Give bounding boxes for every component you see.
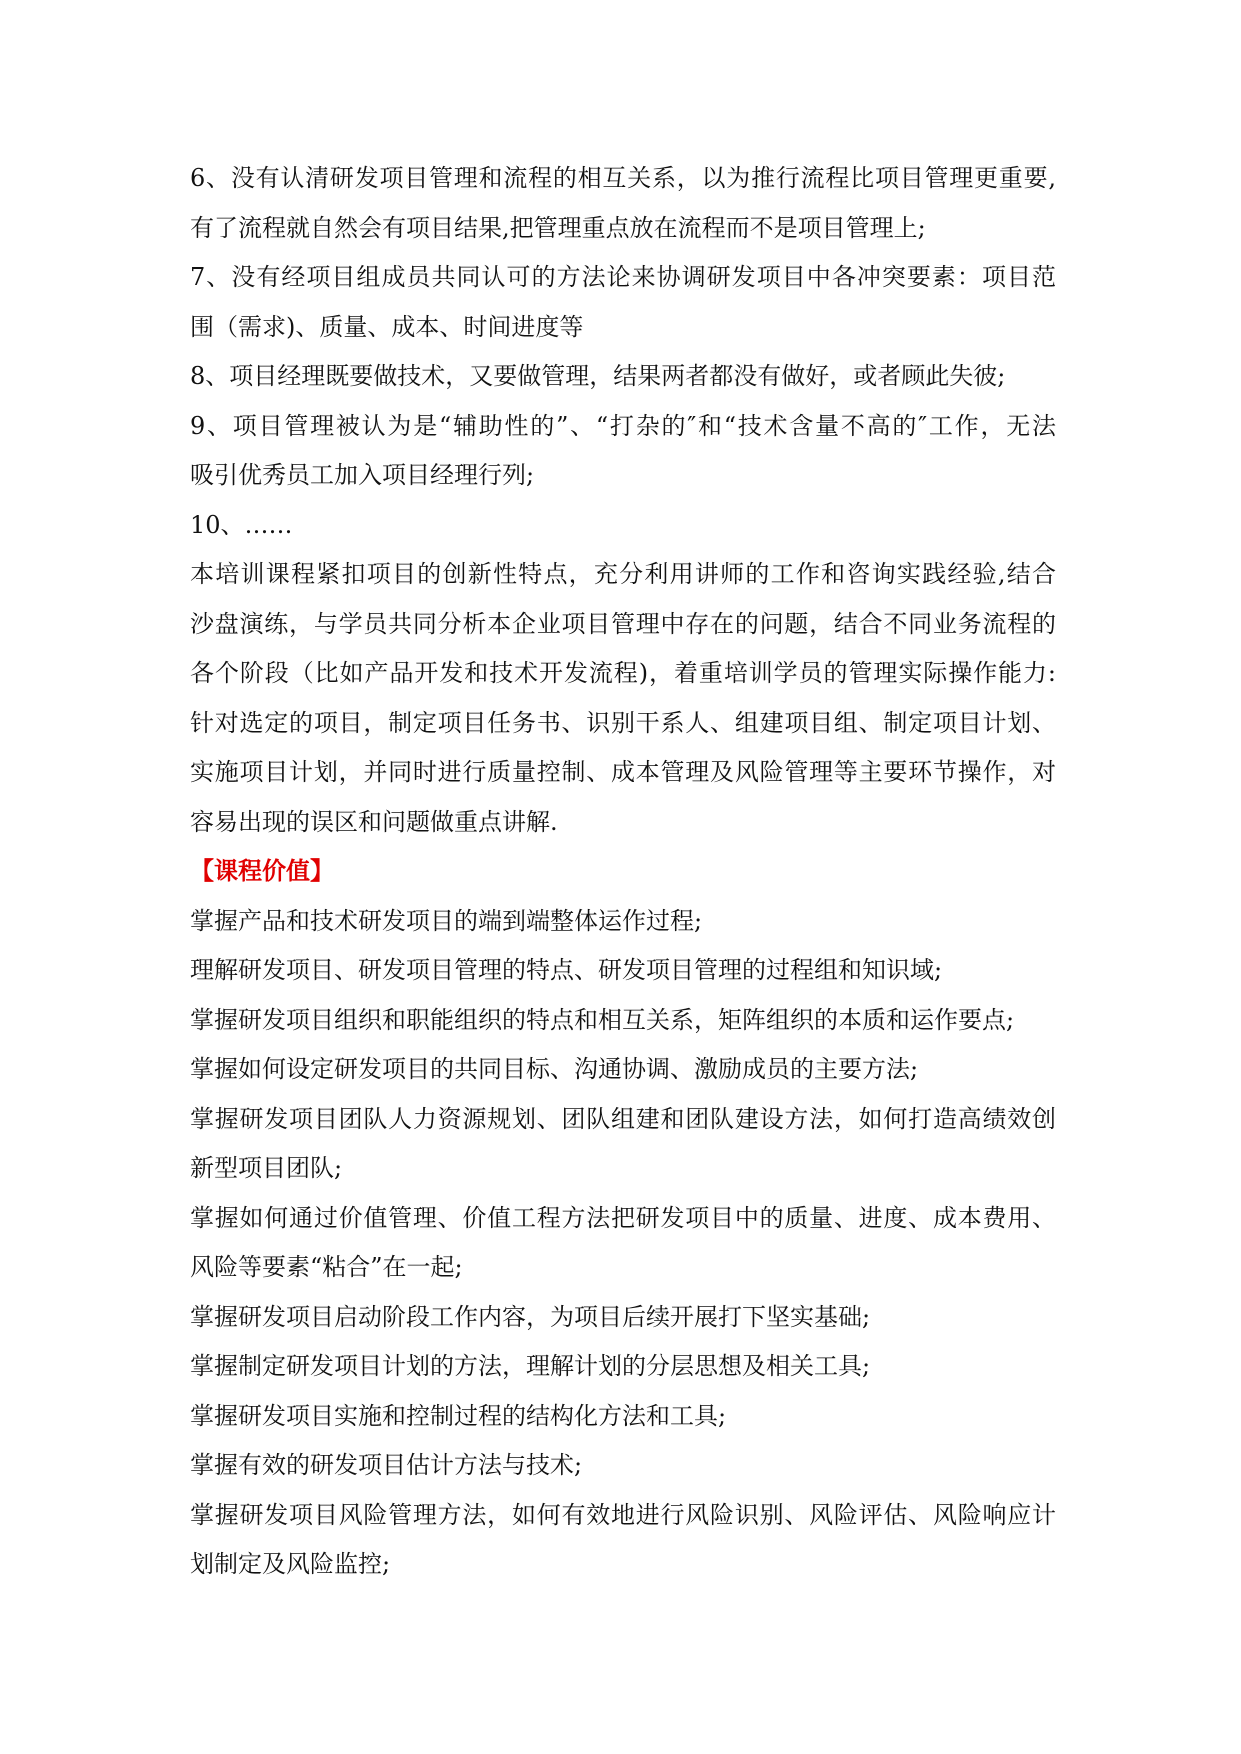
paragraph-line: 掌握有效的研发项目估计方法与技术; [190, 1451, 583, 1479]
paragraph-line: 8、项目经理既要做技术，又要做管理，结果两者都没有做好，或者顾此失彼; [190, 362, 1006, 390]
paragraph-line: 针对选定的项目，制定项目任务书、识别干系人、组建项目组、制定项目计划、 [190, 708, 1056, 737]
paragraph-line: 容易出现的误区和问题做重点讲解. [190, 807, 558, 836]
value-item [190, 1441, 1056, 1491]
value-item [190, 996, 1056, 1046]
paragraph-line: 掌握研发项目团队人力资源规划、团队组建和团队建设方法，如何打造高绩效创 [190, 1104, 1056, 1133]
problem-item [190, 154, 1056, 253]
paragraph-line: 理解研发项目、研发项目管理的特点、研发项目管理的过程组和知识域; [190, 956, 943, 984]
paragraph-line: 有了流程就自然会有项目结果,把管理重点放在流程而不是项目管理上; [190, 213, 926, 242]
paragraph-line: 实施项目计划，并同时进行质量控制、成本管理及风险管理等主要环节操作，对 [190, 758, 1056, 786]
problem-item [190, 402, 1056, 501]
paragraph-line: 沙盘演练，与学员共同分析本企业项目管理中存在的问题，结合不同业务流程的 [190, 609, 1056, 638]
problem-item [190, 352, 1056, 402]
problem-item [190, 253, 1056, 352]
value-item [190, 1491, 1056, 1590]
paragraph-line: 掌握如何通过价值管理、价值工程方法把研发项目中的质量、进度、成本费用、 [190, 1203, 1056, 1232]
value-item [190, 1194, 1056, 1293]
paragraph-line: 本培训课程紧扣项目的创新性特点，充分利用讲师的工作和咨询实践经验,结合 [190, 560, 1056, 588]
paragraph-line: 围（需求)、质量、成本、时间进度等 [190, 312, 584, 341]
section-heading-course-value: 【课程价值】 [190, 857, 334, 885]
intro-paragraph [190, 550, 1056, 847]
problem-item [190, 501, 1056, 551]
paragraph-line: 划制定及风险监控; [190, 1550, 391, 1578]
value-item [190, 1045, 1056, 1095]
paragraph-line: 各个阶段（比如产品开发和技术开发流程)，着重培训学员的管理实际操作能力: [190, 659, 1056, 687]
value-item [190, 946, 1056, 996]
paragraph-line: 风险等要素“粘合”在一起; [190, 1253, 463, 1281]
paragraph-line: 新型项目团队; [190, 1154, 343, 1182]
paragraph-line: 掌握制定研发项目计划的方法，理解计划的分层思想及相关工具; [190, 1352, 871, 1380]
paragraph-line: 掌握研发项目实施和控制过程的结构化方法和工具; [190, 1401, 727, 1430]
paragraph-line: 10、…… [190, 510, 293, 539]
paragraph-line: 掌握研发项目组织和职能组织的特点和相互关系，矩阵组织的本质和运作要点; [190, 1005, 1015, 1034]
value-item [190, 1293, 1056, 1343]
paragraph-line: 掌握研发项目启动阶段工作内容，为项目后续开展打下坚实基础; [190, 1302, 871, 1331]
paragraph-line: 掌握产品和技术研发项目的端到端整体运作过程; [190, 906, 703, 935]
paragraph-line: 掌握如何设定研发项目的共同目标、沟通协调、激励成员的主要方法; [190, 1055, 919, 1083]
value-item [190, 1095, 1056, 1194]
paragraph-line: 9、项目管理被认为是“辅助性的”、“打杂的″和“技术含量不高的″工作，无法 [190, 411, 1056, 440]
paragraph-line: 7、没有经项目组成员共同认可的方法论来协调研发项目中各冲突要素：项目范 [190, 263, 1056, 291]
value-item [190, 1342, 1056, 1392]
value-item [190, 1392, 1056, 1442]
document-page [190, 154, 1056, 1590]
paragraph-line: 掌握研发项目风险管理方法，如何有效地进行风险识别、风险评估、风险响应计 [190, 1500, 1056, 1529]
paragraph-line: 吸引优秀员工加入项目经理行列; [190, 461, 535, 489]
paragraph-line: 6、没有认清研发项目管理和流程的相互关系，以为推行流程比项目管理更重要, [190, 164, 1056, 192]
value-item [190, 897, 1056, 947]
